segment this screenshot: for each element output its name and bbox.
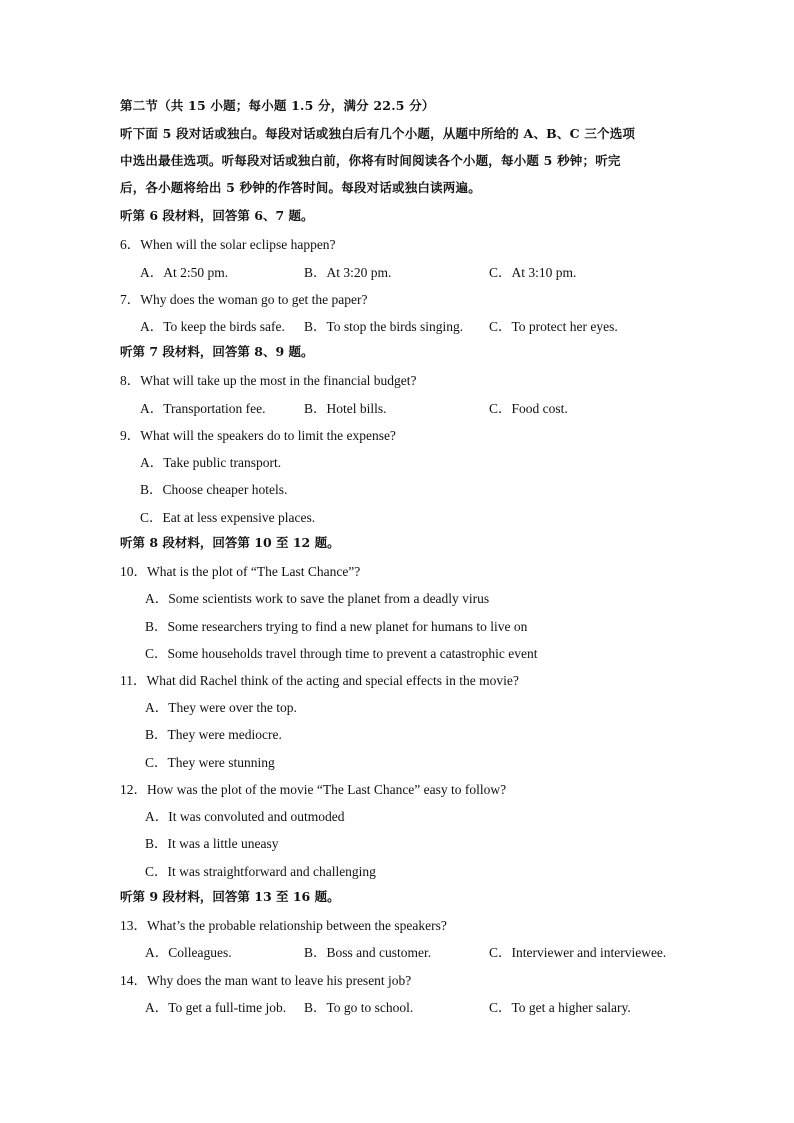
section-intro-line-2: 中选出最佳选项。听每段对话或独白前，你将有时间阅读各个小题，每小题 5 秒钟；听完	[120, 153, 621, 168]
q13-option-a: A．Colleagues.	[145, 945, 232, 960]
q9-option-c: C．Eat at less expensive places.	[140, 510, 316, 525]
q11-option-a: A．They were over the top.	[145, 700, 297, 715]
q12-option-a: A．It was convoluted and outmoded	[145, 809, 345, 824]
q8-option-a: A．Transportation fee.	[140, 401, 266, 416]
q10-option-c: C．Some households travel through time to prevent a catastrophic event	[145, 646, 538, 661]
q13-option-c: C．Interviewer and interviewee.	[489, 945, 667, 960]
group-heading-6: 听第 6 段材料，回答第 6、7 题。	[120, 208, 314, 223]
q12-option-b: B．It was a little uneasy	[145, 836, 279, 851]
q7-option-a: A．To keep the birds safe.	[140, 319, 285, 334]
question-11: 11．What did Rachel think of the acting and special effects in the movie?	[120, 673, 519, 688]
group-heading-9: 听第 9 段材料，回答第 13 至 16 题。	[120, 889, 340, 904]
q14-option-b: B．To go to school.	[304, 1000, 414, 1015]
q6-option-c: C．At 3:10 pm.	[489, 265, 577, 280]
q14-option-c: C．To get a higher salary.	[489, 1000, 631, 1015]
question-12: 12．How was the plot of the movie “The Last Chance” easy to follow?	[120, 782, 507, 797]
section-intro-line-1: 听下面 5 段对话或独白。每段对话或独白后有几个小题，从题中所给的 A、B、C 三个选项	[120, 126, 636, 141]
group-heading-7: 听第 7 段材料，回答第 8、9 题。	[120, 344, 314, 359]
question-9: 9．What will the speakers do to limit the expense?	[120, 428, 396, 443]
section-header: 第二节（共 15 小题；每小题 1.5 分，满分 22.5 分）	[120, 98, 435, 113]
question-10: 10．What is the plot of “The Last Chance”?	[120, 564, 361, 579]
q9-option-a: A．Take public transport.	[140, 455, 282, 470]
question-8: 8．What will take up the most in the financial budget?	[120, 373, 417, 388]
q11-option-b: B．They were mediocre.	[145, 727, 282, 742]
q7-option-c: C．To protect her eyes.	[489, 319, 618, 334]
q7-option-b: B．To stop the birds singing.	[304, 319, 464, 334]
q12-option-c: C．It was straightforward and challenging	[145, 864, 376, 879]
q9-option-b: B．Choose cheaper hotels.	[140, 482, 288, 497]
question-6: 6．When will the solar eclipse happen?	[120, 237, 336, 252]
q6-option-b: B．At 3:20 pm.	[304, 265, 392, 280]
question-13: 13．What’s the probable relationship between the speakers?	[120, 918, 447, 933]
q11-option-c: C．They were stunning	[145, 755, 275, 770]
group-heading-8: 听第 8 段材料，回答第 10 至 12 题。	[120, 535, 340, 550]
q8-option-c: C．Food cost.	[489, 401, 568, 416]
question-7: 7．Why does the woman go to get the paper?	[120, 292, 368, 307]
q8-option-b: B．Hotel bills.	[304, 401, 387, 416]
q13-option-b: B．Boss and customer.	[304, 945, 432, 960]
q6-option-a: A．At 2:50 pm.	[140, 265, 229, 280]
section-intro-line-3: 后，各小题将给出 5 秒钟的作答时间。每段对话或独白读两遍。	[120, 180, 481, 195]
q10-option-b: B．Some researchers trying to find a new planet for humans to live on	[145, 619, 528, 634]
question-14: 14．Why does the man want to leave his present job?	[120, 973, 412, 988]
q10-option-a: A．Some scientists work to save the planet from a deadly virus	[145, 591, 490, 606]
q14-option-a: A．To get a full-time job.	[145, 1000, 287, 1015]
